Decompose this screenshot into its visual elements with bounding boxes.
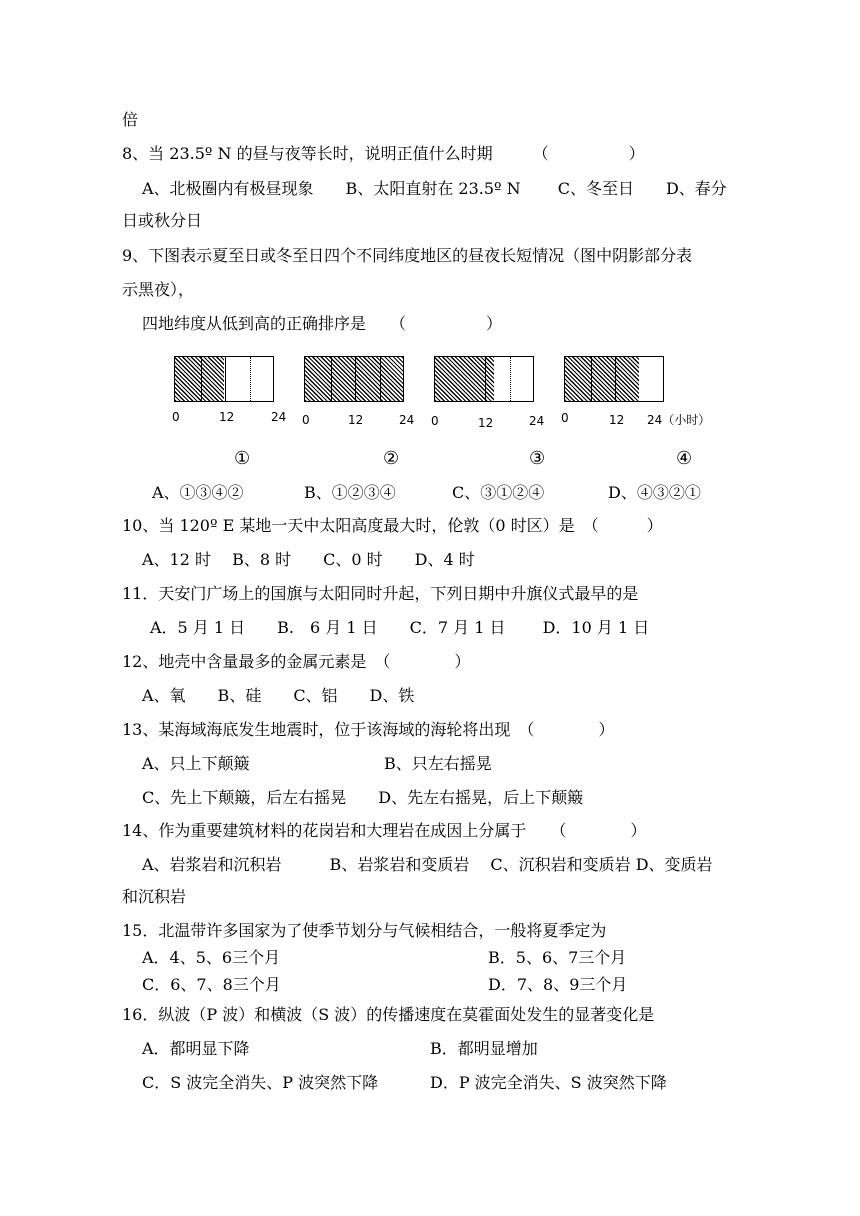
question-13-options-cd: C、先上下颠簸，后左右摇晃 D、先左右摇晃，后上下颠簸: [142, 788, 584, 807]
bar-2-divider-c: [380, 357, 381, 401]
bar-3: [434, 356, 534, 402]
bar-4-tick-24-unit: 24（小时）: [647, 413, 711, 427]
figure-label-2: ②: [383, 448, 400, 469]
bar-1-divider-a: [201, 357, 202, 401]
question-8-options: A、北极圈内有极昼现象 B、太阳直射在 23.5º N C、冬至日 D、春分: [142, 179, 727, 198]
question-12: 12、地壳中含量最多的金属元素是 （ ）: [122, 652, 471, 671]
question-16-option-b: B．都明显增加: [430, 1039, 538, 1058]
bar-2-tick-12: 12: [348, 413, 364, 427]
question-8: 8、当 23.5º N 的昼与夜等长时，说明正值什么时期 （ ）: [122, 144, 645, 163]
bar-1-divider-b: [225, 357, 226, 401]
bar-1-tick-0: 0: [172, 410, 180, 424]
bar-2: [304, 356, 404, 402]
question-11: 11．天安门广场上的国旗与太阳同时升起，下列日期中升旗仪式最早的是: [122, 584, 639, 603]
question-9-option-b: B、①②③④: [304, 483, 396, 502]
question-9-line-1: 9、下图表示夏至日或冬至日四个不同纬度地区的昼夜长短情况（图中阴影部分表: [122, 246, 693, 265]
bar-1-tick-24: 24: [271, 410, 287, 424]
question-15-option-c: C．6、7、8三个月: [142, 975, 281, 994]
question-16-option-d: D．P 波完全消失、S 波突然下降: [430, 1073, 667, 1092]
question-14-options: A、岩浆岩和沉积岩 B、岩浆岩和变质岩 C、沉积岩和变质岩 D、变质岩: [142, 855, 713, 874]
bar-1-tick-12: 12: [219, 410, 235, 424]
bar-3-tick-12: 12: [478, 416, 494, 430]
question-13-option-b: B、只左右摇晃: [384, 754, 492, 773]
question-10: 10、当 120º E 某地一天中太阳高度最大时，伦敦（0 时区）是 （ ）: [122, 516, 663, 535]
question-15: 15．北温带许多国家为了使季节划分与气候相结合，一般将夏季定为: [122, 921, 607, 940]
bar-1: [174, 356, 274, 402]
question-16-option-c: C．S 波完全消失、P 波突然下降: [142, 1073, 379, 1092]
bar-2-night: [305, 357, 403, 401]
question-8-options-cont: 日或秋分日: [122, 211, 203, 230]
question-9-option-a: A、①③④②: [152, 483, 244, 502]
bar-4-divider-a: [591, 357, 592, 401]
bar-2-divider-b: [355, 357, 356, 401]
bar-1-night: [175, 357, 224, 401]
bar-3-tick-0: 0: [431, 414, 439, 428]
figure-label-4: ④: [676, 448, 693, 469]
bar-4: [564, 356, 664, 402]
figure-label-3: ③: [529, 448, 546, 469]
figure-label-1: ①: [234, 448, 251, 469]
question-16-option-a: A．都明显下降: [142, 1039, 250, 1058]
question-15-option-b: B．5、6、7三个月: [488, 948, 627, 967]
question-14-options-cont: 和沉积岩: [122, 887, 187, 906]
bar-2-divider-a: [331, 357, 332, 401]
bar-3-divider-b: [485, 357, 486, 401]
bar-4-tick-0: 0: [561, 411, 569, 425]
question-9-option-d: D、④③②①: [608, 483, 701, 502]
bar-3-tick-24: 24: [529, 414, 545, 428]
question-9-line-2: 示黑夜），: [122, 280, 195, 299]
bar-3-divider-c: [510, 357, 511, 401]
question-15-option-d: D．7、8、9三个月: [488, 975, 628, 994]
question-11-options: A．5 月 1 日 B. 6 月 1 日 C．7 月 1 日 D．10 月 1 日: [150, 618, 650, 637]
question-13: 13、某海域海底发生地震时，位于该海域的海轮将出现 （ ）: [122, 720, 615, 739]
bar-4-divider-b: [615, 357, 616, 401]
bar-4-tick-12: 12: [609, 413, 625, 427]
bar-4-night: [565, 357, 639, 401]
question-14: 14、作为重要建筑材料的花岗岩和大理岩在成因上分属于 （ ）: [122, 821, 647, 840]
question-13-option-a: A、只上下颠簸: [142, 754, 250, 773]
line-bei: 倍: [122, 110, 139, 129]
bar-1-divider-c: [250, 357, 251, 401]
question-16: 16．纵波（P 波）和横波（S 波）的传播速度在莫霍面处发生的显著变化是: [122, 1005, 655, 1024]
bar-2-tick-24: 24: [399, 413, 415, 427]
question-9-option-c: C、③①②④: [452, 483, 545, 502]
question-9-line-3: 四地纬度从低到高的正确排序是 （ ）: [142, 314, 503, 333]
bar-2-tick-0: 0: [302, 413, 310, 427]
question-10-options: A、12 时 B、8 时 C、0 时 D、4 时: [142, 550, 475, 569]
question-12-options: A、氧 B、硅 C、铝 D、铁: [142, 686, 415, 705]
question-15-option-a: A．4、5、6三个月: [142, 948, 281, 967]
